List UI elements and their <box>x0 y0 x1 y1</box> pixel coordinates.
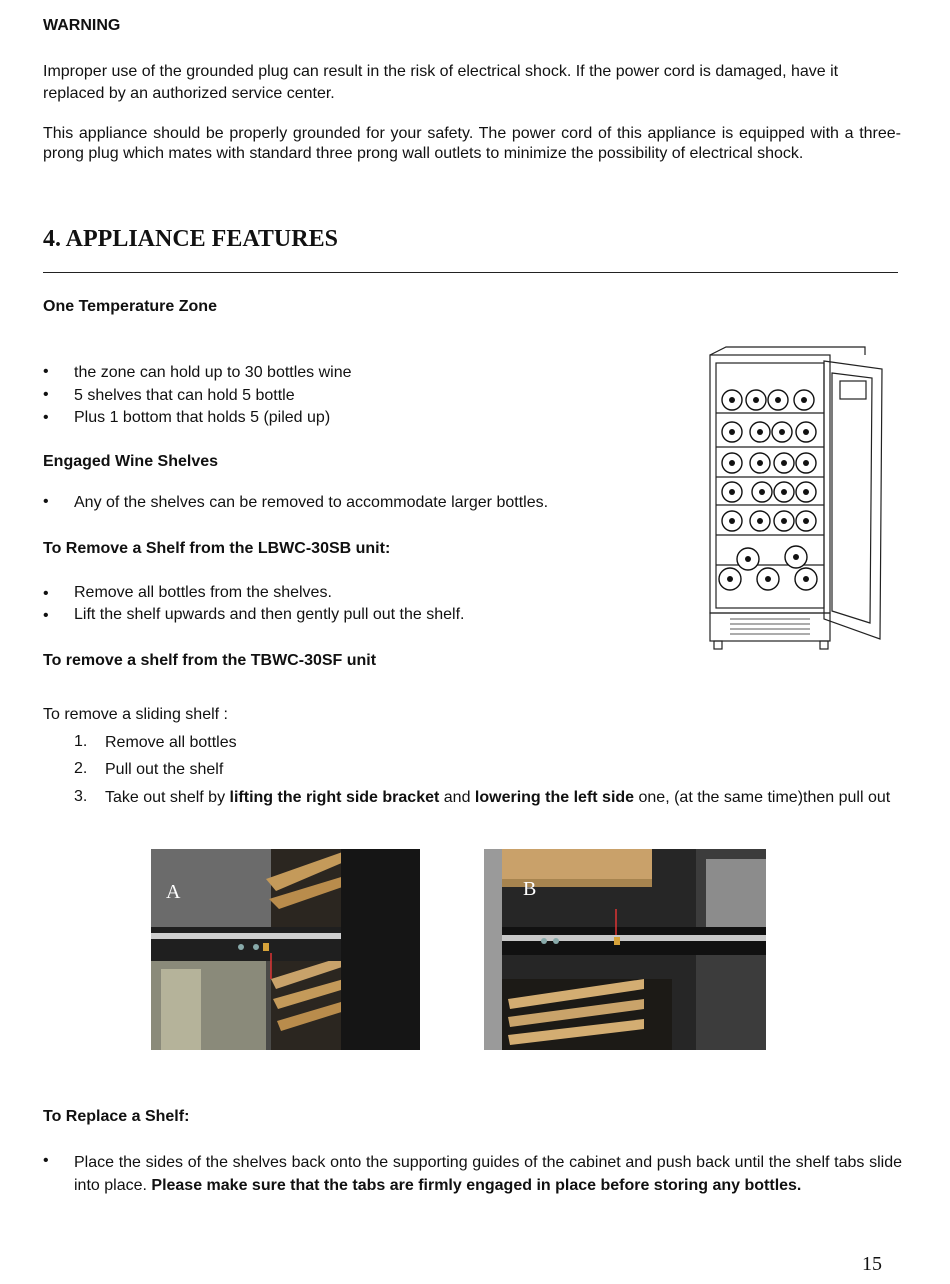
replace-instructions <box>74 1151 902 1197</box>
zone-bullet-3: Plus 1 bottom that holds 5 (piled up) <box>74 409 331 426</box>
step-number: 3. <box>74 788 88 805</box>
step-number: 1. <box>74 733 88 750</box>
remove-lbwc-bullet-1: Remove all bottles from the shelves. <box>74 584 332 601</box>
bullet-marker: • <box>43 363 49 380</box>
step-text: Pull out the shelf <box>105 761 224 778</box>
zone-heading: One Temperature Zone <box>43 298 217 315</box>
shelf-photo-b <box>484 849 766 1050</box>
warning-title: WARNING <box>43 17 121 34</box>
step-number: 2. <box>74 760 88 777</box>
step-text: Remove all bottles <box>105 734 237 751</box>
step-emphasis: lowering the left side <box>474 789 635 806</box>
step-text-segment: Take out shelf by <box>105 789 230 806</box>
section-divider <box>43 272 898 273</box>
bullet-marker: • <box>43 493 49 510</box>
page-number: 15 <box>862 1253 882 1275</box>
replace-heading: To Replace a Shelf: <box>43 1108 190 1125</box>
warning-paragraph-1: Improper use of the grounded plug can result in the risk of electrical shock. If the power cord is damaged, have it replaced by an authorized service center. <box>43 63 839 102</box>
bullet-marker: • <box>43 386 49 403</box>
photo-a-label: A <box>166 881 181 903</box>
step-text-segment: one, (at the same time)then pull out <box>634 789 891 806</box>
wine-cooler-illustration <box>700 343 890 655</box>
replace-text: Place the sides of the shelves back onto the supporting guides of the cabinet and push back until the shelf tabs slide into place. <box>74 1154 902 1194</box>
engaged-heading: Engaged Wine Shelves <box>43 453 219 470</box>
bullet-marker: • <box>43 607 49 624</box>
section-title: 4. APPLIANCE FEATURES <box>43 226 338 252</box>
zone-bullet-2: 5 shelves that can hold 5 bottle <box>74 387 295 404</box>
step-3-text <box>105 784 902 811</box>
warning-paragraph-2: This appliance should be properly grounded for your safety. The power cord of this appliance is equipped with a three-prong plug which mates with standard three prong wall outlets to minimize the possibility of electrical shock. <box>43 125 901 162</box>
remove-tbwc-heading: To remove a shelf from the TBWC-30SF unit <box>43 652 377 669</box>
photo-b-label: B <box>523 878 537 900</box>
shelf-photo-a <box>151 849 420 1050</box>
bullet-marker: • <box>43 409 49 426</box>
step-emphasis: lifting the right side bracket <box>229 789 440 806</box>
bullet-marker: • <box>43 1152 49 1169</box>
bullet-marker: • <box>43 585 49 602</box>
engaged-bullet-1: Any of the shelves can be removed to accommodate larger bottles. <box>74 494 549 511</box>
zone-bullet-1: the zone can hold up to 30 bottles wine <box>74 364 352 381</box>
remove-lbwc-heading: To Remove a Shelf from the LBWC-30SB unit: <box>43 540 391 557</box>
remove-lbwc-bullet-2: Lift the shelf upwards and then gently pull out the shelf. <box>74 606 465 623</box>
replace-emphasis: Please make sure that the tabs are firmly engaged in place before storing any bottles. <box>151 1177 802 1194</box>
step-text-segment: and <box>439 789 475 806</box>
remove-tbwc-intro: To remove a sliding shelf : <box>43 706 228 723</box>
